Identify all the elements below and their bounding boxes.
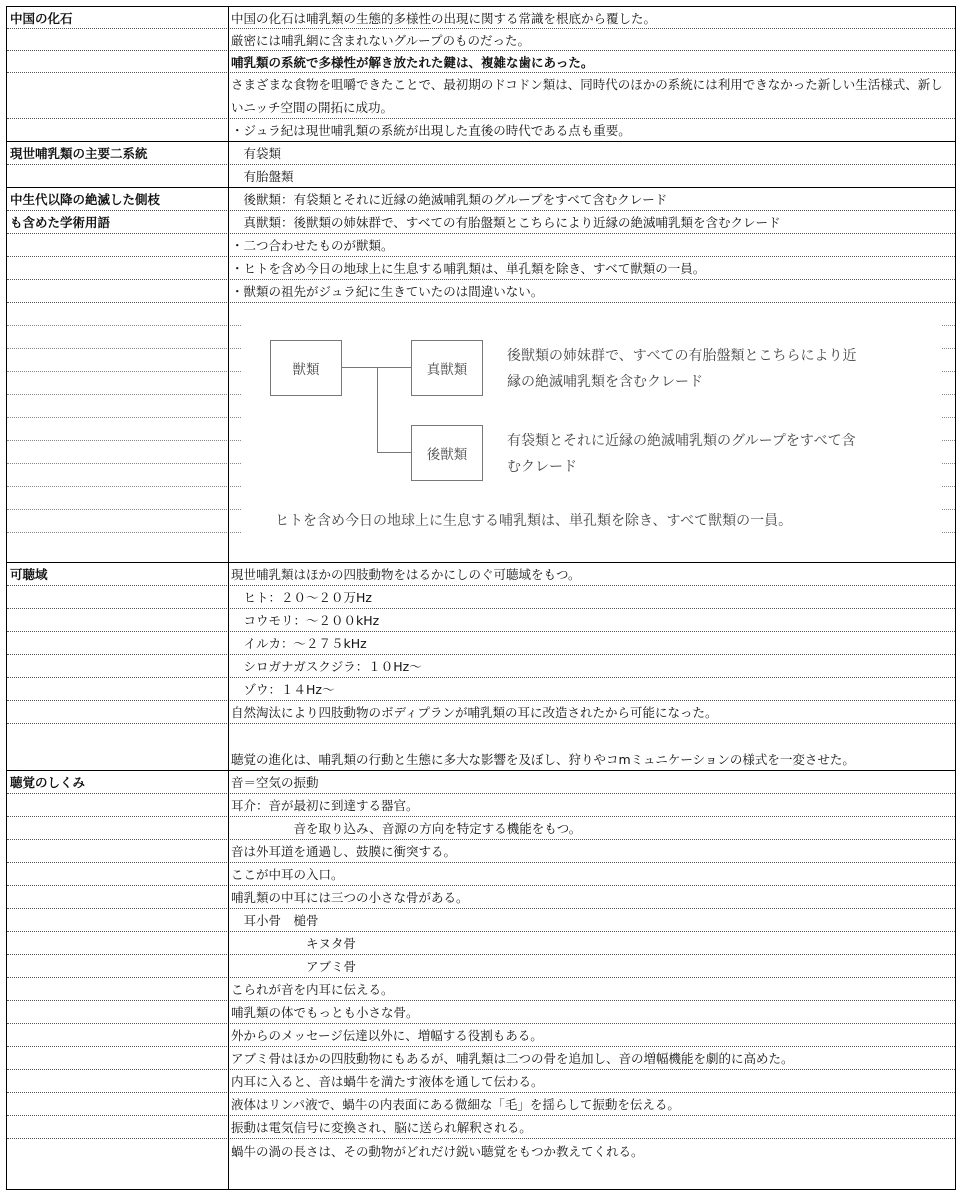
sheet-rows — [7, 7, 955, 1162]
row-label — [7, 701, 228, 723]
row-label — [7, 978, 228, 1000]
table-row — [7, 840, 955, 863]
row-content[interactable]: 中国の化石は哺乳類の生態的多様性の出現に関する常識を根底から覆した。 — [231, 10, 657, 26]
table-row — [7, 257, 955, 280]
row-label — [7, 632, 228, 654]
table-row — [7, 165, 955, 188]
row-label — [7, 863, 228, 885]
row-content[interactable]: 真獣類：後獣類の姉妹群で、すべての有胎盤類とこちらにより近縁の絶滅哺乳類を含むクレード — [231, 215, 781, 230]
row-content[interactable]: 有胎盤類 — [231, 169, 294, 184]
row-content[interactable]: 外からのメッセージ伝達以外に、増幅する役割もある。 — [231, 1028, 543, 1043]
row-label: 中生代以降の絶滅した側枝 — [10, 192, 161, 207]
diagram-row — [7, 303, 955, 563]
table-row — [7, 586, 955, 609]
table-row — [7, 234, 955, 257]
phylogeny-diagram — [7, 303, 955, 543]
row-label — [7, 1024, 228, 1046]
table-row — [7, 909, 955, 932]
row-content[interactable]: さまざまな食物を咀嚼できたことで、最初期のドコドン類は、同時代のほかの系統には利用できなかった新しい生活様式、新しいニッチ空間の開拓に成功。 — [231, 76, 943, 115]
column-divider — [228, 7, 229, 1189]
row-label: 可聴域 — [10, 567, 48, 582]
table-row — [7, 7, 955, 29]
row-content[interactable]: 蝸牛の渦の長さは、その動物がどれだけ鋭い聴覚をもつか教えてくれる。 — [231, 1143, 644, 1159]
row-label — [7, 678, 228, 700]
row-content[interactable]: 聴覚の進化は、哺乳類の行動と生態に多大な影響を及ぼし、狩りやコmミュニケーションの様式を一変させた。 — [231, 752, 855, 767]
row-label — [7, 794, 228, 816]
row-label — [7, 724, 228, 770]
row-content[interactable]: ・ヒトを含め今日の地球上に生息する哺乳類は、単孔類を除き、すべて獣類の一員。 — [231, 261, 706, 276]
row-label — [7, 29, 228, 50]
table-row — [7, 188, 955, 211]
table-row — [7, 119, 955, 142]
table-row — [7, 863, 955, 886]
table-row — [7, 1001, 955, 1024]
table-row — [7, 280, 955, 303]
row-label — [7, 119, 228, 141]
row-content[interactable]: 耳小骨 槌骨 — [231, 913, 319, 928]
table-row — [7, 1116, 955, 1139]
row-content[interactable]: 振動は電気信号に変換され、脳に送られ解釈される。 — [231, 1120, 532, 1135]
table-row — [7, 1047, 955, 1070]
table-row — [7, 73, 955, 119]
row-label — [7, 955, 228, 977]
row-content[interactable]: ・獣類の祖先がジュラ紀に生きていたのは間違いない。 — [231, 284, 544, 299]
table-row — [7, 1139, 955, 1162]
row-label — [7, 886, 228, 908]
row-content[interactable]: 哺乳類の系統で多様性が解き放たれた鍵は、複雑な歯にあった。 — [231, 54, 594, 70]
table-row — [7, 655, 955, 678]
spreadsheet — [6, 6, 956, 1190]
table-row — [7, 771, 955, 794]
row-content[interactable]: イルカ：～２７５kHz — [231, 636, 367, 651]
row-label — [7, 586, 228, 608]
row-label — [7, 257, 228, 279]
diagram-caption: ヒトを含め今日の地球上に生息する哺乳類は、単孔類を除き、すべて獣類の一員。 — [275, 513, 793, 529]
row-content[interactable]: コウモリ：～２００kHz — [231, 613, 380, 628]
row-label — [7, 1070, 228, 1092]
table-row — [7, 1070, 955, 1093]
row-label — [7, 932, 228, 954]
row-label — [7, 165, 228, 187]
row-content[interactable]: 現世哺乳類はほかの四肢動物をはるかにしのぐ可聴域をもつ。 — [231, 567, 581, 582]
row-content[interactable]: 音＝空気の振動 — [231, 775, 319, 790]
row-content[interactable]: 音は外耳道を通過し、鼓膜に衝突する。 — [231, 844, 457, 859]
row-content[interactable]: ・二つ合わせたものが獣類。 — [231, 238, 394, 253]
row-label: 現世哺乳類の主要二系統 — [10, 146, 148, 161]
row-content[interactable]: 自然淘汰により四肢動物のボディプランが哺乳類の耳に改造されたから可能になった。 — [231, 705, 718, 720]
table-row — [7, 794, 955, 817]
row-label — [7, 1116, 228, 1138]
row-label — [7, 909, 228, 931]
row-label — [7, 1001, 228, 1023]
table-row — [7, 678, 955, 701]
row-label — [7, 817, 228, 839]
row-content[interactable]: ゾウ：１４Hz～ — [231, 682, 335, 697]
table-row — [7, 817, 955, 840]
row-content[interactable]: 哺乳類の体でもっとも小さな骨。 — [231, 1005, 419, 1020]
table-row — [7, 29, 955, 51]
table-row — [7, 142, 955, 165]
table-row — [7, 609, 955, 632]
table-row — [7, 955, 955, 978]
metatheria-note: 有袋類とそれに近縁の絶滅哺乳類のグループをすべて含むクレード — [507, 433, 856, 475]
table-row — [7, 632, 955, 655]
table-row — [7, 1093, 955, 1116]
eutheria-node: 真獣類 — [411, 340, 483, 396]
row-label — [7, 1047, 228, 1069]
row-label: 中国の化石 — [10, 10, 73, 26]
table-row — [7, 724, 955, 771]
row-label — [7, 280, 228, 302]
row-content[interactable]: アブミ骨はほかの四肢動物にもあるが、哺乳類は二つの骨を追加し、音の増幅機能を劇的に高めた。 — [231, 1051, 794, 1066]
row-content[interactable]: ここが中耳の入口。 — [231, 867, 344, 882]
row-label — [7, 51, 228, 72]
table-row — [7, 1024, 955, 1047]
row-label — [7, 1139, 228, 1162]
row-content[interactable]: 耳介：音が最初に到達する器官。 — [231, 798, 419, 813]
row-label: 聴覚のしくみ — [10, 775, 86, 790]
eutheria-note: 後獣類の姉妹群で、すべての有胎盤類とこちらにより近縁の絶滅哺乳類を含むクレード — [507, 348, 857, 390]
table-row — [7, 978, 955, 1001]
row-label — [7, 655, 228, 677]
row-label — [7, 840, 228, 862]
row-content[interactable]: アブミ骨 — [231, 959, 357, 974]
row-content[interactable]: ・ジュラ紀は現世哺乳類の系統が出現した直後の時代である点も重要。 — [231, 123, 631, 138]
row-content[interactable]: シロガナガスクジラ：１０Hz～ — [231, 659, 422, 674]
row-content[interactable]: こられが音を内耳に伝える。 — [231, 982, 394, 997]
row-content[interactable]: 哺乳類の中耳には三つの小さな骨がある。 — [231, 890, 469, 905]
row-label — [7, 1093, 228, 1115]
metatheria-node: 後獣類 — [411, 425, 483, 481]
row-content[interactable]: キヌタ骨 — [231, 936, 356, 951]
row-content[interactable]: 厳密には哺乳網に含まれないグループのものだった。 — [231, 32, 531, 48]
row-content[interactable]: 液体はリンパ液で、蝸牛の内表面にある微細な「毛」を揺らして振動を伝える。 — [231, 1097, 680, 1112]
row-content[interactable]: ヒト：２０～２０万Hz — [231, 590, 372, 605]
row-content[interactable]: 音を取り込み、音源の方向を特定する機能をもつ。 — [231, 821, 582, 836]
table-row — [7, 563, 955, 586]
table-row — [7, 51, 955, 73]
table-row — [7, 932, 955, 955]
row-label — [7, 73, 228, 118]
table-row — [7, 886, 955, 909]
row-content[interactable]: 内耳に入ると、音は蝸牛を満たす液体を通して伝わる。 — [231, 1074, 544, 1089]
row-label — [7, 234, 228, 256]
row-content[interactable]: 後獣類：有袋類とそれに近縁の絶滅哺乳類のグループをすべて含むクレード — [231, 192, 668, 207]
connector-line — [377, 452, 412, 453]
table-row — [7, 211, 955, 234]
connector-line — [377, 367, 378, 452]
row-content[interactable]: 有袋類 — [231, 146, 282, 161]
row-label — [7, 609, 228, 631]
table-row — [7, 701, 955, 724]
root-node: 獣類 — [270, 340, 342, 396]
row-label: も含めた学術用語 — [10, 215, 111, 230]
